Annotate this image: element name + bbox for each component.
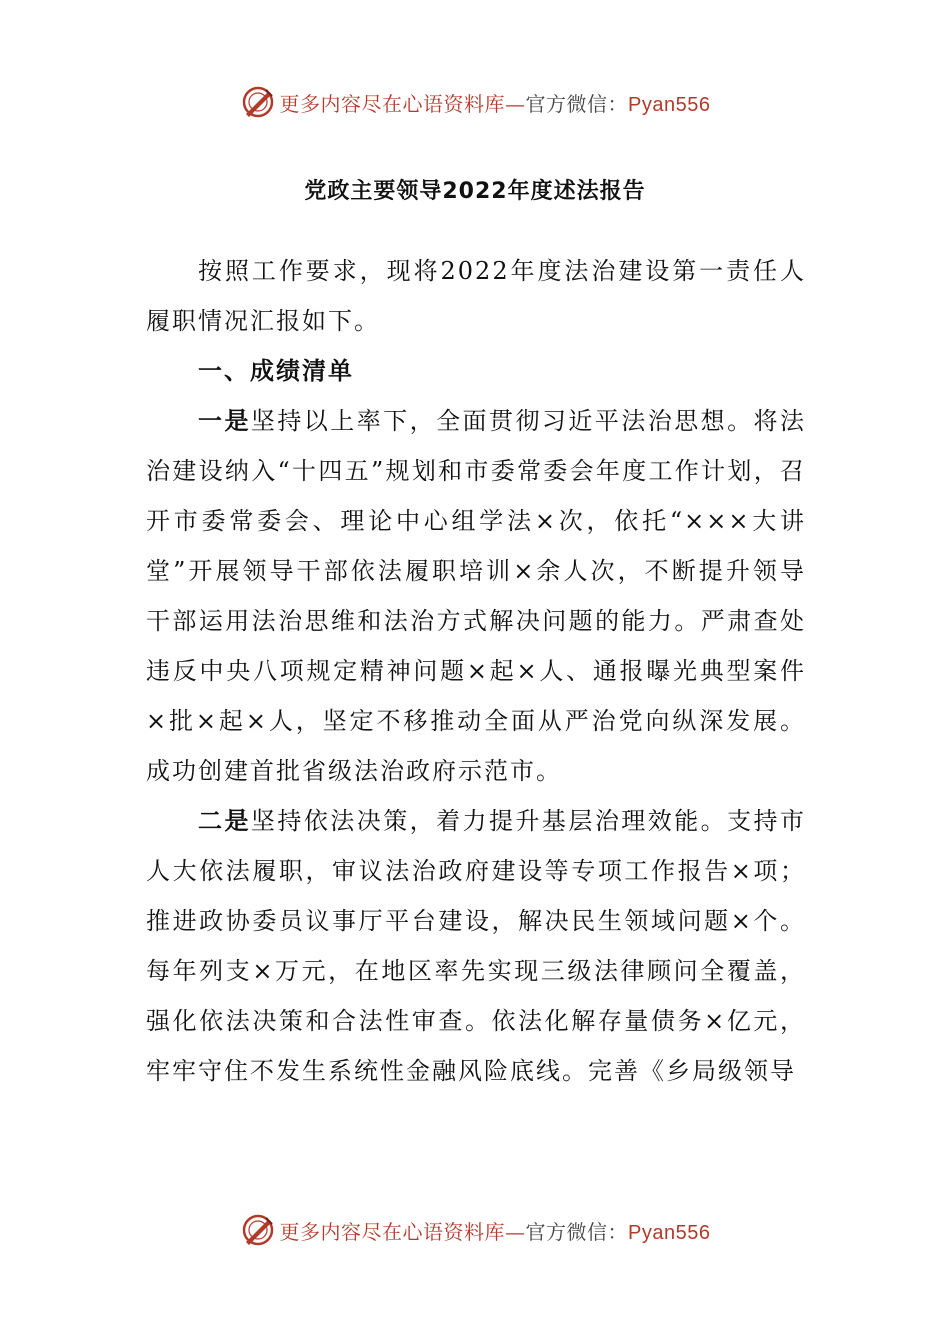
paragraph-2-lead: 二是 xyxy=(198,807,251,835)
intro-paragraph: 按照工作要求，现将2022年度法治建设第一责任人履职情况汇报如下。 xyxy=(146,257,806,335)
watermark-official: 官方微信： xyxy=(525,1219,629,1244)
watermark-text xyxy=(280,88,711,117)
document-title: 党政主要领导2022年度述法报告 xyxy=(304,179,646,204)
watermark-id: Pyan556 xyxy=(628,93,711,116)
watermark-id: Pyan556 xyxy=(628,1221,711,1244)
watermark-official: 官方微信： xyxy=(525,91,629,116)
paragraph-1 xyxy=(146,396,806,796)
watermark-dash: — xyxy=(505,91,526,116)
section-heading: 一、成绩清单 xyxy=(198,357,354,385)
watermark-dash: — xyxy=(505,1219,526,1244)
pen-seal-logo-icon xyxy=(240,1212,276,1248)
pen-seal-logo-icon xyxy=(240,84,276,120)
footer-watermark xyxy=(0,1208,950,1252)
watermark-main: 更多内容尽在心语资料库 xyxy=(279,91,506,116)
paragraph-1-body: 坚持以上率下，全面贯彻习近平法治思想。将法治建设纳入“十四五”规划和市委常委会年度工作计划，召开市委常委会、理论中心组学法×次，依托“×××大讲堂”开展领导干部依法履职培训×余人次，不断提升领导干部运用法治思维和法治方式解决问题的能力。严肃查处违反中央八项规定精神问题×起×人、通报曝光典型案件×批×起×人，坚定不移推动全面从严治党向纵深发展。成功创建首批省级法治政府示范市。 xyxy=(146,407,807,785)
paragraph-2-body: 坚持依法决策，着力提升基层治理效能。支持市人大依法履职，审议法治政府建设等专项工作报告×项；推进政协委员议事厅平台建设，解决民生领域问题×个。每年列支×万元，在地区率先实现三级法律顾问全覆盖，强化依法决策和合法性审查。依法化解存量债务×亿元，牢牢守住不发生系统性金融风险底线。完善《乡局级领导 xyxy=(146,807,807,1085)
watermark-text xyxy=(280,1216,711,1245)
header-watermark xyxy=(0,80,950,124)
paragraph-2 xyxy=(146,796,806,1096)
document-body xyxy=(146,246,806,1096)
paragraph-1-lead: 一是 xyxy=(198,407,251,435)
watermark-main: 更多内容尽在心语资料库 xyxy=(279,1219,506,1244)
